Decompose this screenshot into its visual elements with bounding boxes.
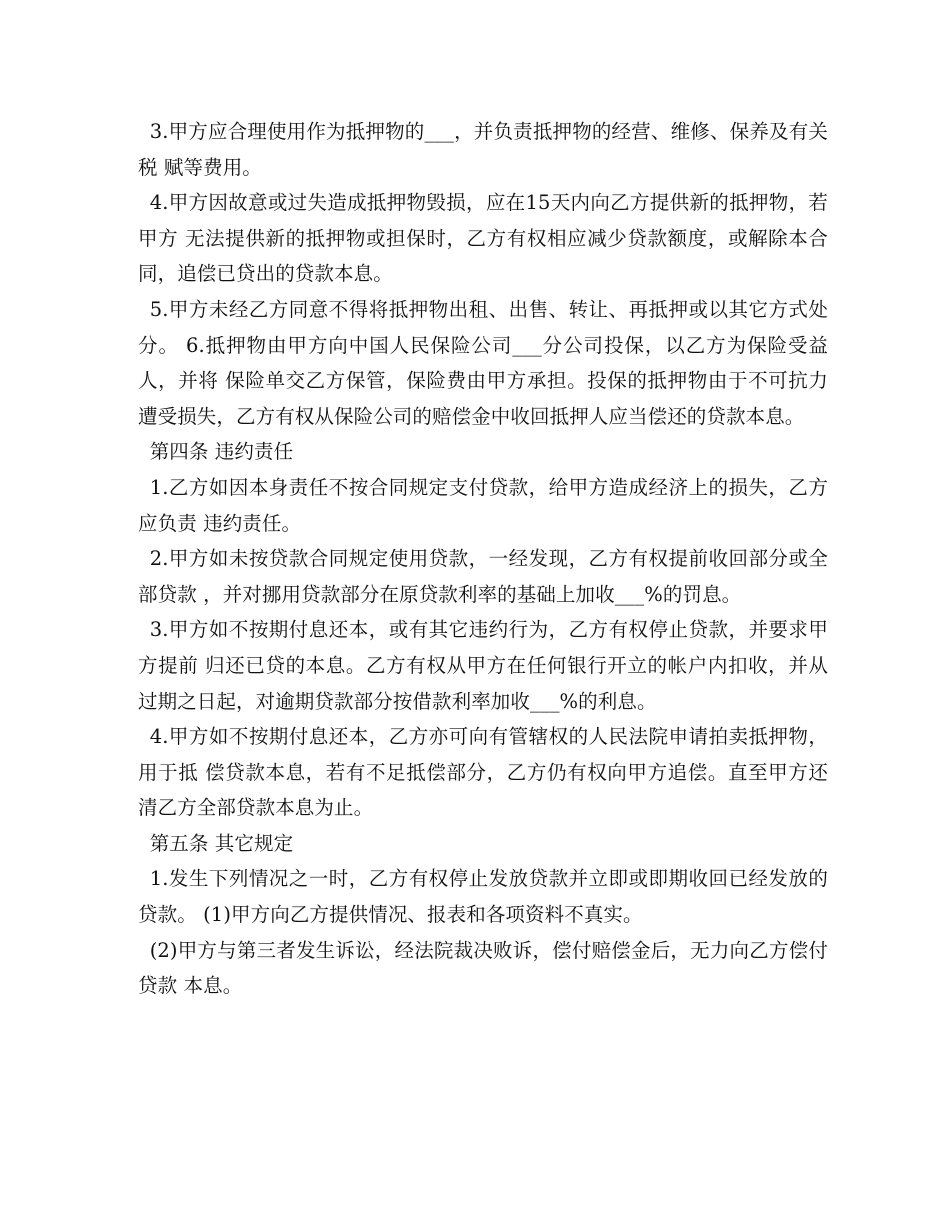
section-heading-article-5: 第五条 其它规定 bbox=[149, 831, 294, 855]
article-5-item-2: (2)甲方与第三者发生诉讼，经法院裁决败诉，偿付赔偿金后，无力向乙方偿付贷款 本息。 bbox=[138, 938, 828, 998]
article-4-item-1: 1.乙方如因本身责任不按合同规定支付贷款，给甲方造成经济上的损失，乙方应负责 违约责任。 bbox=[138, 475, 828, 535]
article-4-item-3: 3.甲方如不按期付息还本，或有其它违约行为，乙方有权停止贷款，并要求甲方提前 归还已贷的本息。乙方有权从甲方在任何银行开立的帐户内扣收，并从过期之日起，对逾期贷款部分按借款利率加收___%的利息。 bbox=[138, 618, 828, 713]
clause-5-6-disposal-insurance: 5.甲方未经乙方同意不得将抵押物出租、出售、转让、再抵押或以其它方式处分。 6.抵押物由甲方向中国人民保险公司___分公司投保，以乙方为保险受益人，并将 保险单交乙方保管，保险费由甲方承担。投保的抵押物由于不可抗力遭受损失，乙方有权从保险公司的赔偿金中收回抵押人应当偿还的贷款本息。 bbox=[138, 297, 828, 428]
section-heading-article-4: 第四条 违约责任 bbox=[149, 440, 294, 464]
article-5-item-1: 1.发生下列情况之一时，乙方有权停止发放贷款并立即或即期收回已经发放的贷款。 (1)甲方向乙方提供情况、报表和各项资料不真实。 bbox=[138, 867, 828, 927]
document-body bbox=[138, 114, 828, 1004]
clause-4-damage: 4.甲方因故意或过失造成抵押物毁损，应在15天内向乙方提供新的抵押物，若甲方 无法提供新的抵押物或担保时，乙方有权相应减少贷款额度，或解除本合同，追偿已贷出的贷款本息。 bbox=[138, 191, 828, 286]
article-4-item-2: 2.甲方如未按贷款合同规定使用贷款，一经发现，乙方有权提前收回部分或全部贷款 ，并对挪用贷款部分在原贷款利率的基础上加收___%的罚息。 bbox=[138, 547, 828, 606]
article-4-item-4: 4.甲方如不按期付息还本，乙方亦可向有管辖权的人民法院申请拍卖抵押物，用于抵 偿贷款本息，若有不足抵偿部分，乙方仍有权向甲方追偿。直至甲方还清乙方全部贷款本息为止。 bbox=[138, 725, 828, 820]
clause-3-usage: 3.甲方应合理使用作为抵押物的___，并负责抵押物的经营、维修、保养及有关税 赋等费用。 bbox=[138, 120, 828, 179]
